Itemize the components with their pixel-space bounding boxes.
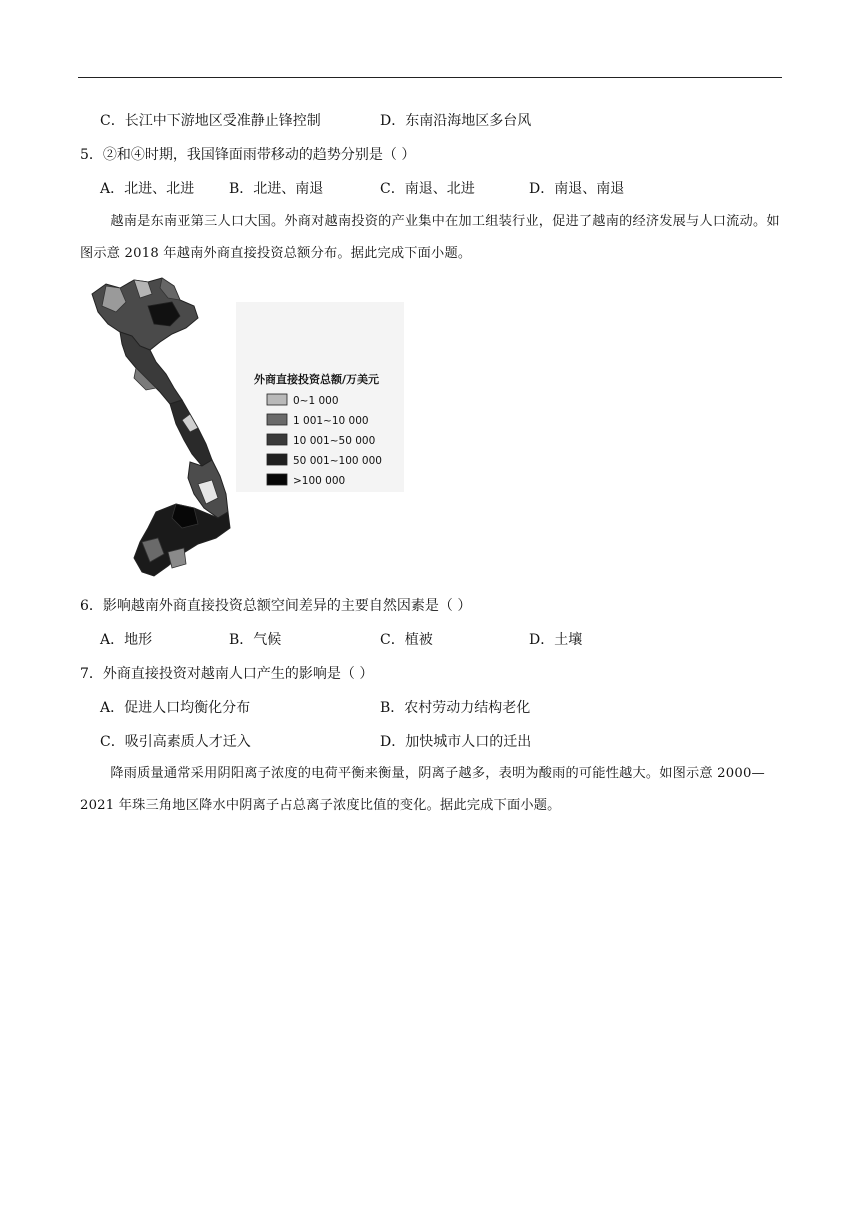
map-legend-swatch <box>267 434 287 445</box>
question-7-option-d[interactable]: D．加快城市人口的迁出 <box>380 734 532 750</box>
map-legend-swatch <box>267 454 287 465</box>
prev-option-d[interactable]: D．东南沿海地区多台风 <box>380 113 532 129</box>
question-5-option-a[interactable]: A．北进、北进 <box>100 181 195 197</box>
prev-option-c[interactable]: C．长江中下游地区受准静止锋控制 <box>100 113 321 129</box>
question-6-option-c[interactable]: C．植被 <box>380 632 433 648</box>
map-legend-label: 50 001~100 000 <box>293 455 382 467</box>
map-legend-label: 0~1 000 <box>293 395 339 407</box>
question-5-stem: 5．②和④时期，我国锋面雨带移动的趋势分别是（ ） <box>80 147 416 163</box>
vietnam-fdi-map-figure <box>86 272 406 584</box>
question-6-option-b[interactable]: B．气候 <box>229 632 282 648</box>
map-legend-label: >100 000 <box>293 475 346 487</box>
header-rule <box>78 77 782 78</box>
map-legend-label: 10 001~50 000 <box>293 435 376 447</box>
question-7-stem: 7．外商直接投资对越南人口产生的影响是（ ） <box>80 666 374 682</box>
map-legend-label: 1 001~10 000 <box>293 415 369 427</box>
map-legend-swatch <box>267 474 287 485</box>
vietnam-intro-paragraph: 越南是东南亚第三人口大国。外商对越南投资的产业集中在加工组装行业，促进了越南的经济发展与人口流动。如图示意 2018 年越南外商直接投资总额分布。据此完成下面小题。 <box>80 214 780 261</box>
map-region-central-coast <box>170 400 212 466</box>
question-6-stem: 6．影响越南外商直接投资总额空间差异的主要自然因素是（ ） <box>80 598 472 614</box>
map-region-mekong-south <box>168 548 186 568</box>
question-6-option-a[interactable]: A．地形 <box>100 632 153 648</box>
map-legend-title: 外商直接投资总额/万美元 <box>254 373 380 386</box>
rain-intro-paragraph: 降雨质量通常采用阴阳离子浓度的电荷平衡来衡量，阴离子越多，表明为酸雨的可能性越大。如图示意 2000—2021 年珠三角地区降水中阴离子占总离子浓度比值的变化。据此完成下面小题。 <box>80 766 765 813</box>
question-7-option-c[interactable]: C．吸引高素质人才迁入 <box>100 734 251 750</box>
map-legend-swatch <box>267 394 287 405</box>
question-7-option-b[interactable]: B．农村劳动力结构老化 <box>380 700 531 716</box>
question-5-option-d[interactable]: D．南退、南退 <box>529 181 625 197</box>
question-6-option-d[interactable]: D．土壤 <box>529 632 583 648</box>
question-7-option-a[interactable]: A．促进人口均衡化分布 <box>100 700 251 716</box>
vietnam-fdi-map <box>86 272 406 584</box>
question-5-option-b[interactable]: B．北进、南退 <box>229 181 324 197</box>
map-legend-swatch <box>267 414 287 425</box>
question-5-option-c[interactable]: C．南退、北进 <box>380 181 475 197</box>
